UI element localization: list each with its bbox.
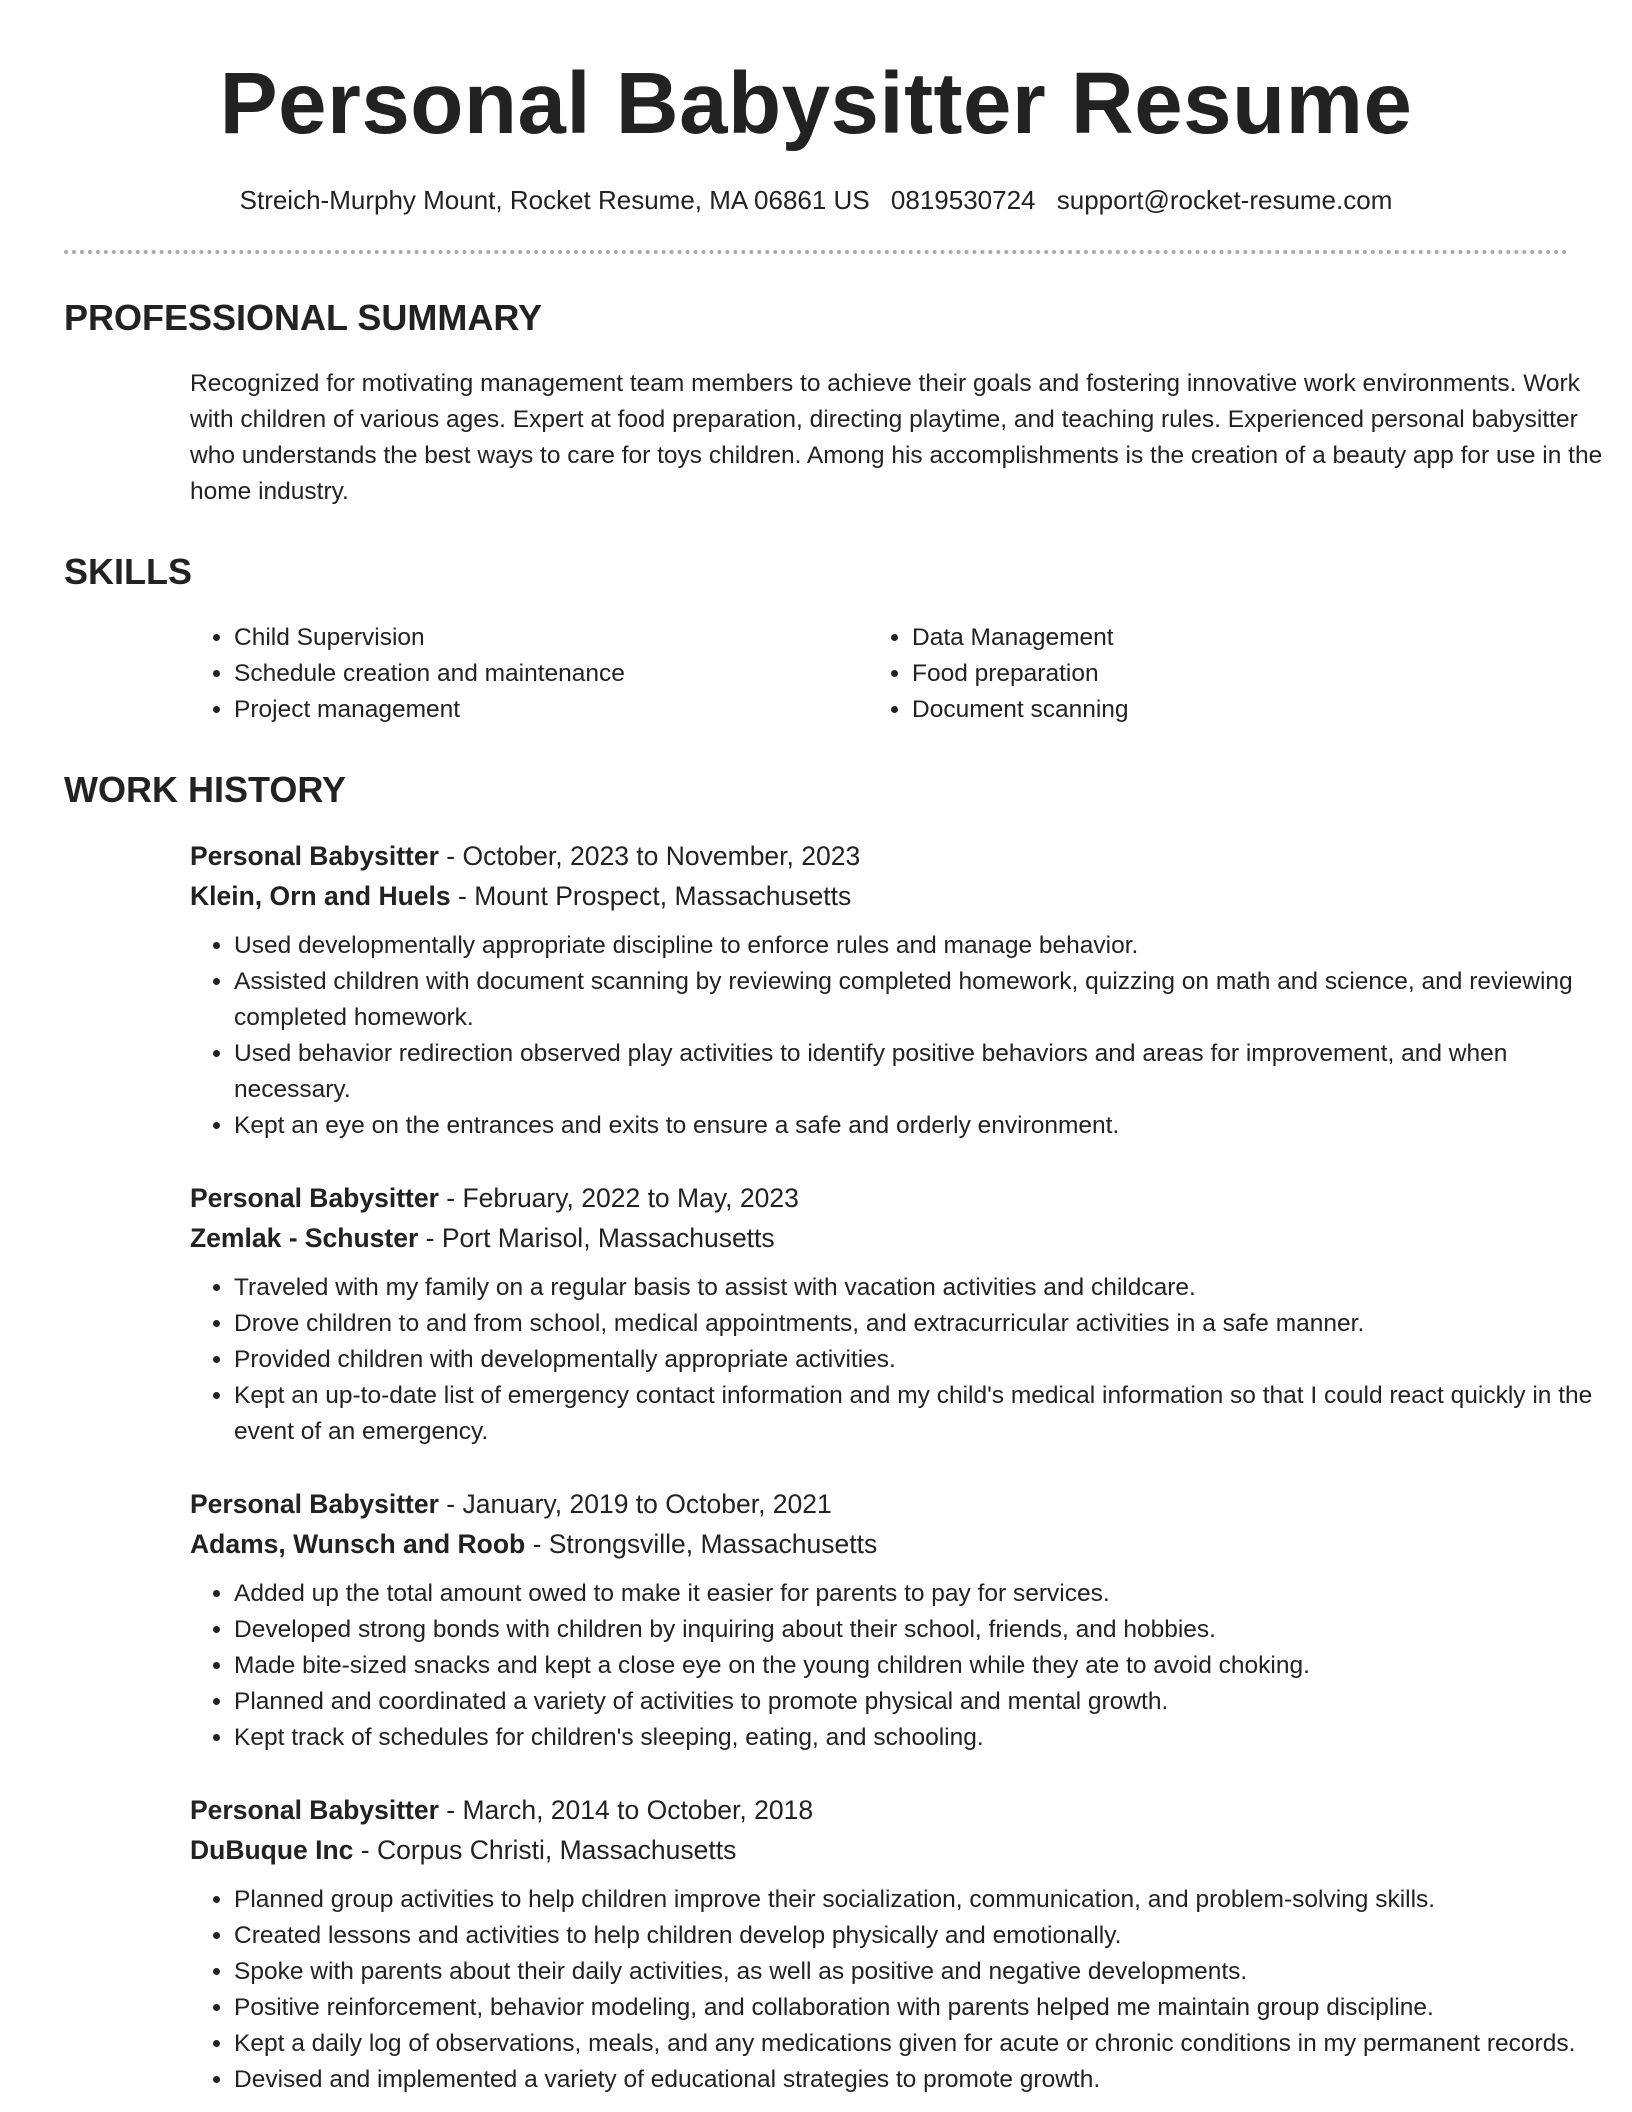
job-dates: - March, 2014 to October, 2018 [438,1795,814,1825]
job-company: Zemlak - Schuster [190,1223,419,1253]
header-divider [64,250,1568,254]
summary-section [64,296,1603,510]
job-company-line [190,876,1568,916]
job-role: Personal Babysitter [190,1795,439,1825]
job-duty: • Developed strong bonds with children by inquiring about their school, friends, and hobbies. [234,1612,1624,1648]
job-duty: • Used behavior redirection observed play activities to identify positive behaviors and areas for improvement, and when necessary. [234,1036,1624,1108]
job-duty: • Planned and coordinated a variety of activities to promote physical and mental growth. [234,1684,1624,1720]
contact-email: support@rocket-resume.com [1056,185,1393,215]
job-location: - Strongsville, Massachusetts [525,1529,878,1559]
skills-section [64,550,1568,728]
job-role: Personal Babysitter [190,1489,439,1519]
job-duties-list [190,1576,1624,1756]
job-duty: • Used developmentally appropriate discipline to enforce rules and manage behavior. [234,928,1624,964]
page-title: Personal Babysitter Resume [219,55,1413,152]
work-history-heading: WORK HISTORY [64,769,347,810]
job-entry [190,1790,1576,2098]
job-duty: • Kept an eye on the entrances and exits to ensure a safe and orderly environment. [234,1108,1624,1144]
job-duty: • Kept an up-to-date list of emergency contact information and my child's medical information so that I could react quickly in the event of an emergency. [234,1378,1624,1450]
contact-address: Streich-Murphy Mount, Rocket Resume, MA 06861 US [239,185,870,215]
job-entry [190,836,1573,1144]
job-duty: • Drove children to and from school, medical appointments, and extracurricular activities in a safe manner. [234,1306,1624,1342]
job-company: Adams, Wunsch and Roob [190,1529,526,1559]
skills-body [64,620,1568,728]
job-company: DuBuque Inc [190,1835,354,1865]
summary-body [64,366,1603,510]
job-duty: • Kept a daily log of observations, meals, and any medications given for acute or chronic conditions in my permanent records. [234,2026,1624,2062]
job-duty: • Created lessons and activities to help children develop physically and emotionally. [234,1918,1624,1954]
job-duty: • Kept track of schedules for children's sleeping, eating, and schooling. [234,1720,1624,1756]
job-role: Personal Babysitter [190,841,439,871]
summary-heading: PROFESSIONAL SUMMARY [64,297,543,338]
job-duty: • Provided children with developmentally appropriate activities. [234,1342,1624,1378]
job-dates: - October, 2023 to November, 2023 [438,841,861,871]
work-history-body [64,836,1593,2098]
job-duty: • Devised and implemented a variety of educational strategies to promote growth. [234,2062,1624,2098]
job-company-line [190,1218,1568,1258]
job-duty: • Spoke with parents about their daily activities, as well as positive and negative developments. [234,1954,1624,1990]
contact-line [64,182,1568,218]
skills-heading: SKILLS [64,551,193,592]
job-duty: • Planned group activities to help children improve their socialization, communication, and problem-solving skills. [234,1882,1624,1918]
skill-item: • Project management [234,692,868,728]
job-entry [190,1178,1593,1450]
job-duty: • Assisted children with document scanning by reviewing completed homework, quizzing on math and science, and reviewing completed homework. [234,964,1624,1036]
job-dates: - February, 2022 to May, 2023 [438,1183,799,1213]
job-title-line [190,1178,1568,1218]
job-company: Klein, Orn and Huels [190,881,451,911]
job-duty: • Made bite-sized snacks and kept a close eye on the young children while they ate to avoid choking. [234,1648,1624,1684]
work-history-section [64,768,1593,2098]
job-duty: • Added up the total amount owed to make it easier for parents to pay for services. [234,1576,1624,1612]
job-duties-list [190,928,1624,1144]
job-title-line [190,836,1568,876]
skills-grid [190,620,1568,728]
job-duty: • Traveled with my family on a regular basis to assist with vacation activities and childcare. [234,1270,1624,1306]
job-duties-list [190,1882,1624,2098]
skills-list-right [868,620,1546,728]
job-company-line [190,1830,1568,1870]
skill-item: • Document scanning [912,692,1546,728]
job-entry [190,1484,1568,1756]
job-duties-list [190,1270,1624,1450]
skill-item: • Data Management [912,620,1546,656]
contact-phone: 0819530724 [890,185,1036,215]
resume-header [64,0,1568,218]
skill-item: • Child Supervision [234,620,868,656]
job-title-line [190,1790,1568,1830]
summary-text: Recognized for motivating management team members to achieve their goals and fostering innovative work environments. Work with children of various ages. Expert at food preparation, directing playtime, and teaching rules. Experienced personal babysitter who understands the best ways to care for toys children. Among his accomplishments is the creation of a beauty app for use in the home industry. [190,370,1603,505]
job-duty: • Positive reinforcement, behavior modeling, and collaboration with parents helped me maintain group discipline. [234,1990,1624,2026]
job-company-line [190,1524,1568,1564]
job-title-line [190,1484,1568,1524]
job-location: - Mount Prospect, Massachusetts [450,881,852,911]
skills-list-left [190,620,868,728]
skill-item: • Schedule creation and maintenance [234,656,868,692]
job-role: Personal Babysitter [190,1183,439,1213]
job-location: - Port Marisol, Massachusetts [418,1223,775,1253]
job-dates: - January, 2019 to October, 2021 [438,1489,832,1519]
job-location: - Corpus Christi, Massachusetts [353,1835,737,1865]
skill-item: • Food preparation [912,656,1546,692]
